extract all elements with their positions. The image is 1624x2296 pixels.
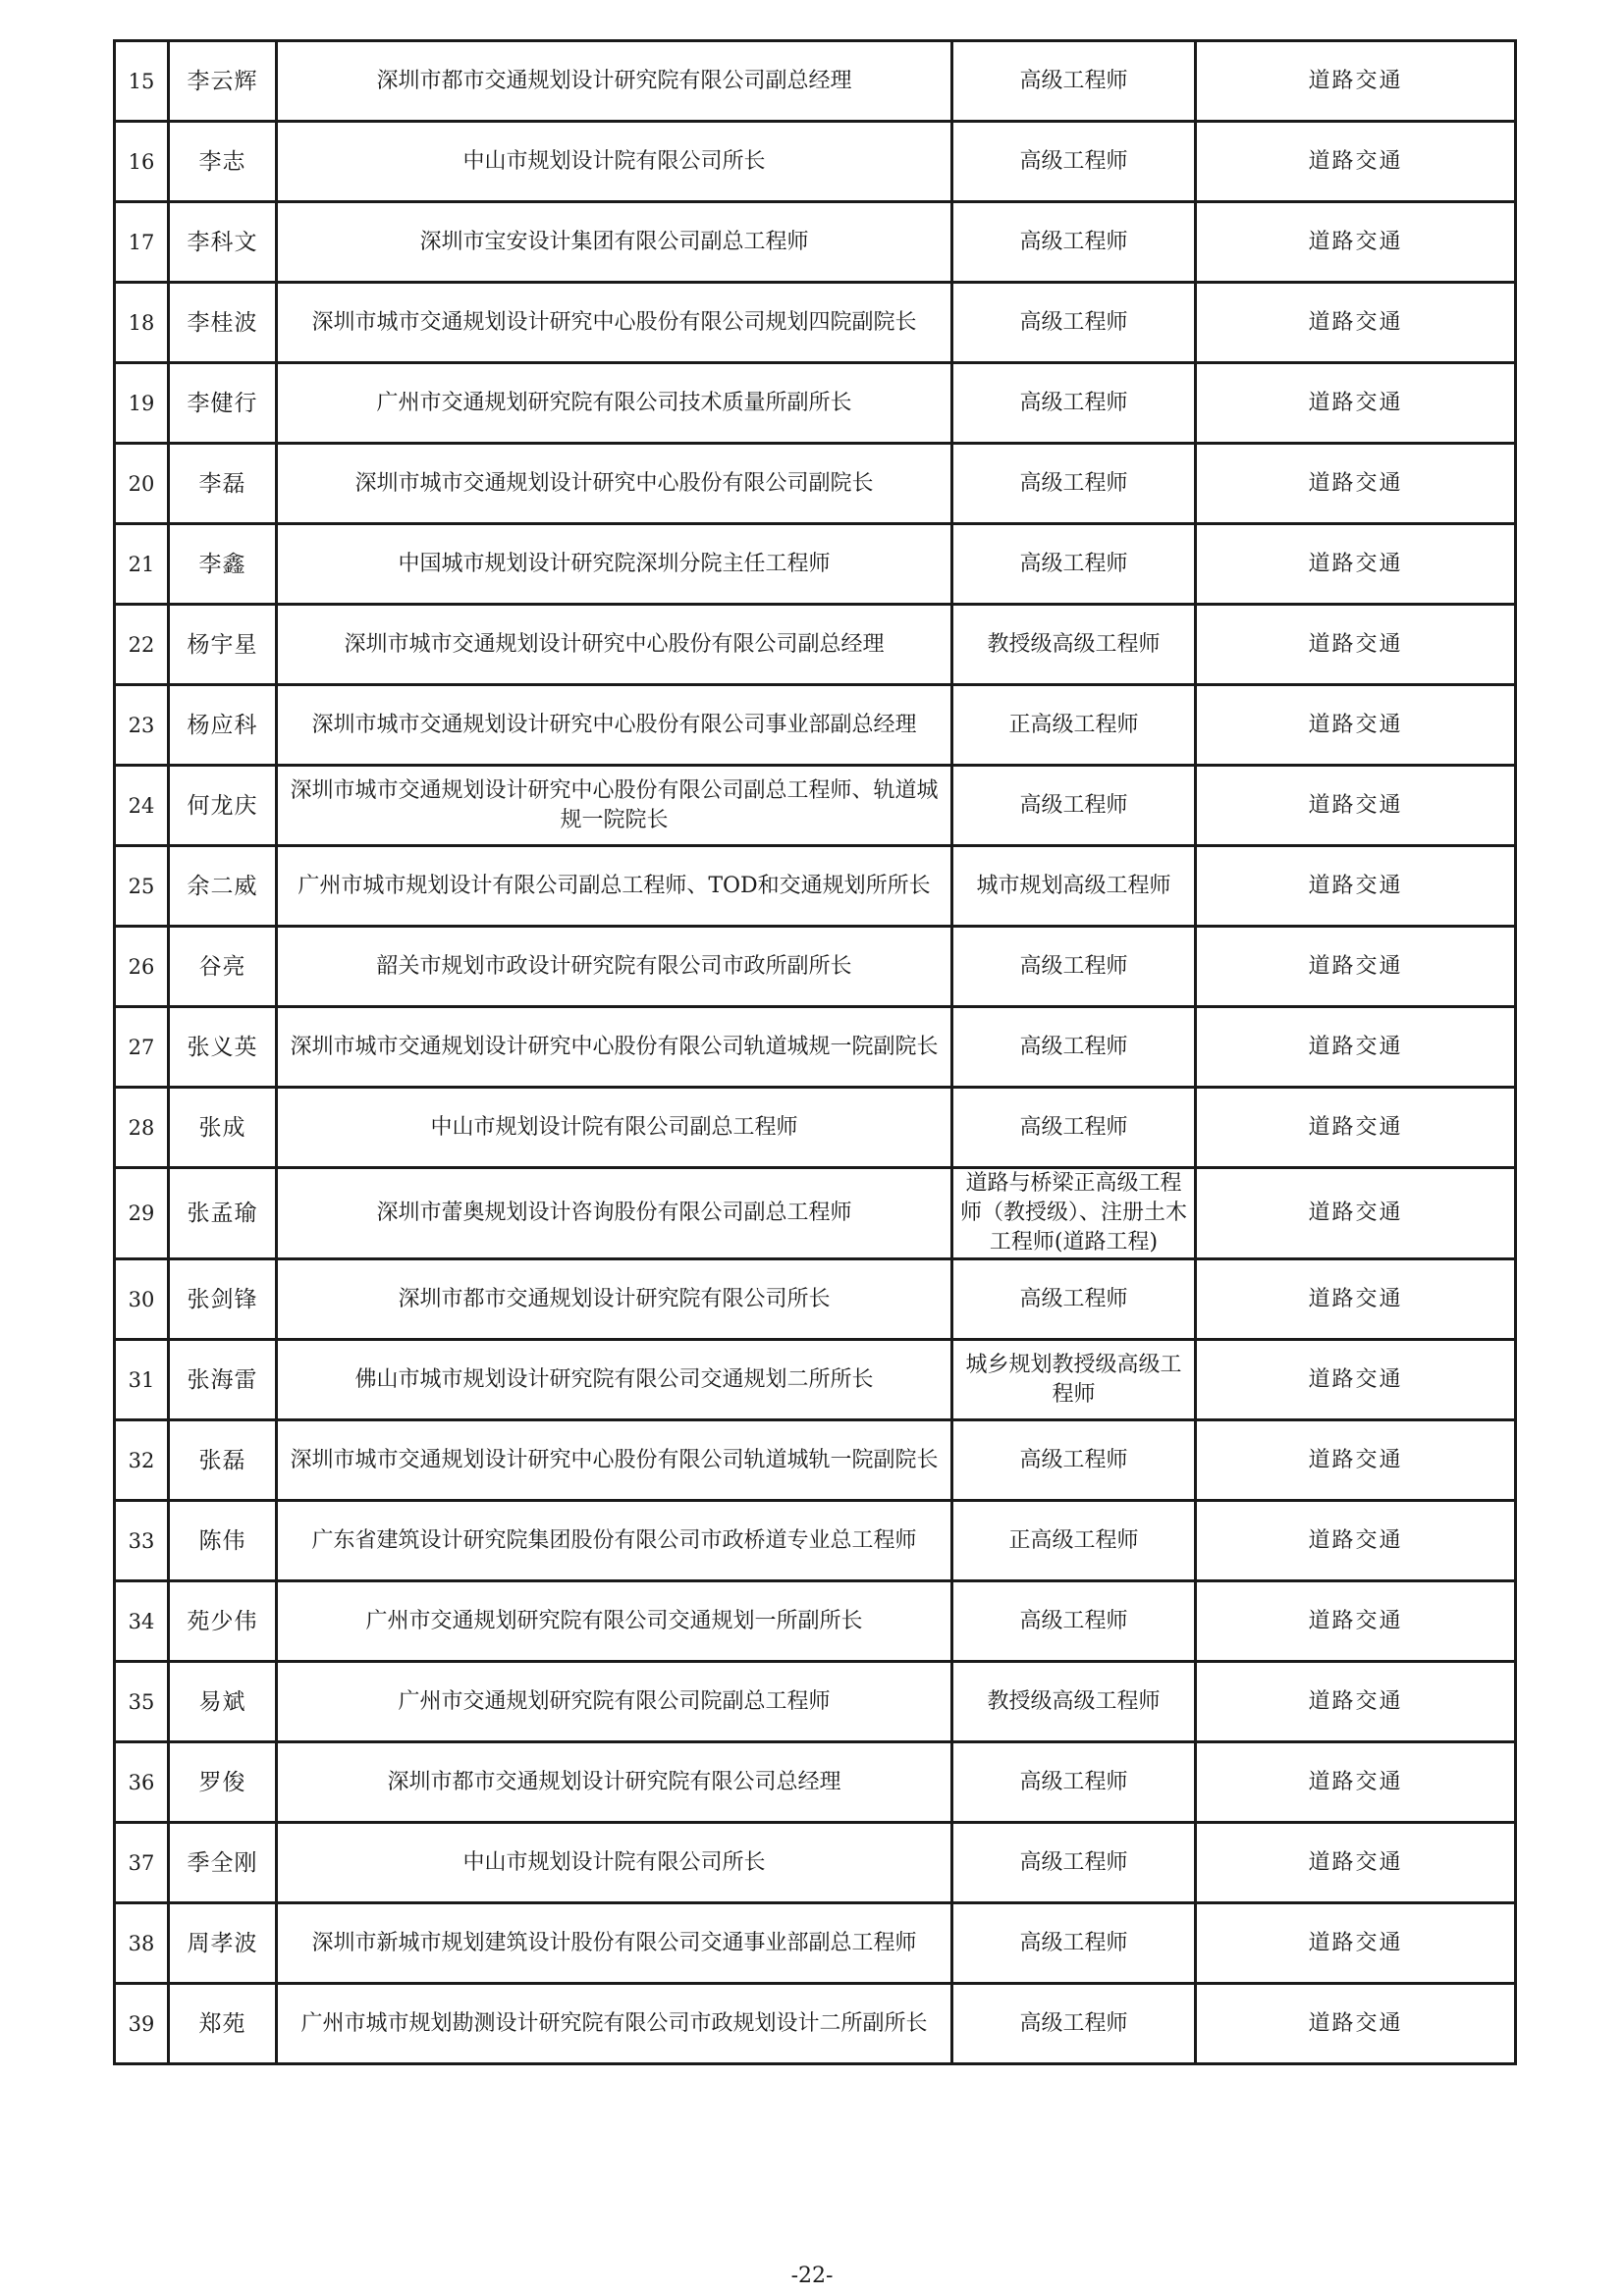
person-name-cell: 谷亮 — [169, 927, 277, 1007]
specialty-field-cell: 道路交通 — [1196, 1501, 1516, 1581]
table-row — [115, 444, 1516, 524]
professional-title-cell: 城乡规划教授级高级工程师 — [952, 1340, 1196, 1420]
row-number-cell: 17 — [115, 202, 169, 283]
person-name-cell: 苑少伟 — [169, 1581, 277, 1662]
professional-title-cell: 高级工程师 — [952, 1088, 1196, 1168]
table-row — [115, 846, 1516, 927]
specialty-field-cell: 道路交通 — [1196, 363, 1516, 444]
professional-title-cell: 高级工程师 — [952, 122, 1196, 202]
row-number-cell: 25 — [115, 846, 169, 927]
organization-position-cell: 中山市规划设计院有限公司所长 — [277, 1823, 952, 1903]
organization-position-cell: 广州市城市规划勘测设计研究院有限公司市政规划设计二所副所长 — [277, 1984, 952, 2064]
organization-position-cell: 深圳市城市交通规划设计研究中心股份有限公司事业部副总经理 — [277, 685, 952, 766]
row-number-cell: 32 — [115, 1420, 169, 1501]
row-number-cell: 38 — [115, 1903, 169, 1984]
organization-position-cell: 深圳市都市交通规划设计研究院有限公司所长 — [277, 1259, 952, 1340]
professional-title-cell: 高级工程师 — [952, 766, 1196, 846]
specialty-field-cell: 道路交通 — [1196, 1662, 1516, 1742]
specialty-field-cell: 道路交通 — [1196, 1742, 1516, 1823]
specialty-field-cell: 道路交通 — [1196, 685, 1516, 766]
professional-title-cell: 正高级工程师 — [952, 1501, 1196, 1581]
table-row — [115, 1823, 1516, 1903]
row-number-cell: 23 — [115, 685, 169, 766]
specialty-field-cell: 道路交通 — [1196, 122, 1516, 202]
row-number-cell: 29 — [115, 1168, 169, 1259]
professional-title-cell: 城市规划高级工程师 — [952, 846, 1196, 927]
person-name-cell: 罗俊 — [169, 1742, 277, 1823]
professional-title-cell: 高级工程师 — [952, 927, 1196, 1007]
organization-position-cell: 广州市交通规划研究院有限公司院副总工程师 — [277, 1662, 952, 1742]
specialty-field-cell: 道路交通 — [1196, 444, 1516, 524]
organization-position-cell: 佛山市城市规划设计研究院有限公司交通规划二所所长 — [277, 1340, 952, 1420]
specialty-field-cell: 道路交通 — [1196, 1420, 1516, 1501]
organization-position-cell: 中山市规划设计院有限公司副总工程师 — [277, 1088, 952, 1168]
person-name-cell: 李健行 — [169, 363, 277, 444]
organization-position-cell: 深圳市城市交通规划设计研究中心股份有限公司规划四院副院长 — [277, 283, 952, 363]
row-number-cell: 39 — [115, 1984, 169, 2064]
person-name-cell: 李志 — [169, 122, 277, 202]
table-row — [115, 202, 1516, 283]
row-number-cell: 31 — [115, 1340, 169, 1420]
table-row — [115, 122, 1516, 202]
row-number-cell: 35 — [115, 1662, 169, 1742]
professional-title-cell: 高级工程师 — [952, 41, 1196, 122]
organization-position-cell: 深圳市都市交通规划设计研究院有限公司副总经理 — [277, 41, 952, 122]
professional-title-cell: 正高级工程师 — [952, 685, 1196, 766]
specialty-field-cell: 道路交通 — [1196, 766, 1516, 846]
person-name-cell: 易斌 — [169, 1662, 277, 1742]
personnel-table — [113, 39, 1517, 2065]
person-name-cell: 杨应科 — [169, 685, 277, 766]
professional-title-cell: 高级工程师 — [952, 1420, 1196, 1501]
table-row — [115, 1742, 1516, 1823]
person-name-cell: 李云辉 — [169, 41, 277, 122]
organization-position-cell: 深圳市新城市规划建筑设计股份有限公司交通事业部副总工程师 — [277, 1903, 952, 1984]
organization-position-cell: 韶关市规划市政设计研究院有限公司市政所副所长 — [277, 927, 952, 1007]
organization-position-cell: 深圳市宝安设计集团有限公司副总工程师 — [277, 202, 952, 283]
person-name-cell: 杨宇星 — [169, 605, 277, 685]
professional-title-cell: 高级工程师 — [952, 1984, 1196, 2064]
row-number-cell: 34 — [115, 1581, 169, 1662]
organization-position-cell: 广州市交通规划研究院有限公司技术质量所副所长 — [277, 363, 952, 444]
row-number-cell: 18 — [115, 283, 169, 363]
table-row — [115, 1420, 1516, 1501]
table-row — [115, 1662, 1516, 1742]
organization-position-cell: 中山市规划设计院有限公司所长 — [277, 122, 952, 202]
person-name-cell: 李鑫 — [169, 524, 277, 605]
row-number-cell: 24 — [115, 766, 169, 846]
row-number-cell: 26 — [115, 927, 169, 1007]
organization-position-cell: 广州市城市规划设计有限公司副总工程师、TOD和交通规划所所长 — [277, 846, 952, 927]
person-name-cell: 周孝波 — [169, 1903, 277, 1984]
professional-title-cell: 高级工程师 — [952, 1581, 1196, 1662]
professional-title-cell: 高级工程师 — [952, 202, 1196, 283]
row-number-cell: 22 — [115, 605, 169, 685]
organization-position-cell: 深圳市城市交通规划设计研究中心股份有限公司副院长 — [277, 444, 952, 524]
specialty-field-cell: 道路交通 — [1196, 605, 1516, 685]
table-row — [115, 524, 1516, 605]
organization-position-cell: 深圳市城市交通规划设计研究中心股份有限公司轨道城规一院副院长 — [277, 1007, 952, 1088]
person-name-cell: 张磊 — [169, 1420, 277, 1501]
specialty-field-cell: 道路交通 — [1196, 1581, 1516, 1662]
specialty-field-cell: 道路交通 — [1196, 1823, 1516, 1903]
table-row — [115, 283, 1516, 363]
professional-title-cell: 道路与桥梁正高级工程师（教授级）、注册土木工程师(道路工程) — [952, 1168, 1196, 1259]
specialty-field-cell: 道路交通 — [1196, 1088, 1516, 1168]
professional-title-cell: 高级工程师 — [952, 1007, 1196, 1088]
professional-title-cell: 高级工程师 — [952, 283, 1196, 363]
specialty-field-cell: 道路交通 — [1196, 1340, 1516, 1420]
person-name-cell: 张剑锋 — [169, 1259, 277, 1340]
professional-title-cell: 高级工程师 — [952, 1742, 1196, 1823]
specialty-field-cell: 道路交通 — [1196, 41, 1516, 122]
person-name-cell: 余二威 — [169, 846, 277, 927]
table-row — [115, 1903, 1516, 1984]
person-name-cell: 张孟瑜 — [169, 1168, 277, 1259]
specialty-field-cell: 道路交通 — [1196, 1007, 1516, 1088]
table-row — [115, 685, 1516, 766]
professional-title-cell: 高级工程师 — [952, 1903, 1196, 1984]
row-number-cell: 28 — [115, 1088, 169, 1168]
person-name-cell: 张义英 — [169, 1007, 277, 1088]
professional-title-cell: 高级工程师 — [952, 363, 1196, 444]
row-number-cell: 16 — [115, 122, 169, 202]
specialty-field-cell: 道路交通 — [1196, 846, 1516, 927]
organization-position-cell: 深圳市城市交通规划设计研究中心股份有限公司副总经理 — [277, 605, 952, 685]
specialty-field-cell: 道路交通 — [1196, 1984, 1516, 2064]
table-row — [115, 41, 1516, 122]
specialty-field-cell: 道路交通 — [1196, 927, 1516, 1007]
table-row — [115, 1581, 1516, 1662]
person-name-cell: 陈伟 — [169, 1501, 277, 1581]
organization-position-cell: 深圳市都市交通规划设计研究院有限公司总经理 — [277, 1742, 952, 1823]
row-number-cell: 21 — [115, 524, 169, 605]
person-name-cell: 李桂波 — [169, 283, 277, 363]
person-name-cell: 李科文 — [169, 202, 277, 283]
organization-position-cell: 中国城市规划设计研究院深圳分院主任工程师 — [277, 524, 952, 605]
organization-position-cell: 深圳市城市交通规划设计研究中心股份有限公司副总工程师、轨道城规一院院长 — [277, 766, 952, 846]
organization-position-cell: 深圳市城市交通规划设计研究中心股份有限公司轨道城轨一院副院长 — [277, 1420, 952, 1501]
row-number-cell: 30 — [115, 1259, 169, 1340]
professional-title-cell: 高级工程师 — [952, 1823, 1196, 1903]
organization-position-cell: 广东省建筑设计研究院集团股份有限公司市政桥道专业总工程师 — [277, 1501, 952, 1581]
row-number-cell: 20 — [115, 444, 169, 524]
specialty-field-cell: 道路交通 — [1196, 283, 1516, 363]
table-row — [115, 1259, 1516, 1340]
professional-title-cell: 教授级高级工程师 — [952, 1662, 1196, 1742]
professional-title-cell: 高级工程师 — [952, 1259, 1196, 1340]
person-name-cell: 张海雷 — [169, 1340, 277, 1420]
specialty-field-cell: 道路交通 — [1196, 524, 1516, 605]
professional-title-cell: 高级工程师 — [952, 524, 1196, 605]
row-number-cell: 37 — [115, 1823, 169, 1903]
table-row — [115, 766, 1516, 846]
row-number-cell: 27 — [115, 1007, 169, 1088]
organization-position-cell: 广州市交通规划研究院有限公司交通规划一所副所长 — [277, 1581, 952, 1662]
page-number: -22- — [790, 2264, 834, 2288]
organization-position-cell: 深圳市蕾奥规划设计咨询股份有限公司副总工程师 — [277, 1168, 952, 1259]
table-row — [115, 1984, 1516, 2064]
person-name-cell: 李磊 — [169, 444, 277, 524]
row-number-cell: 19 — [115, 363, 169, 444]
specialty-field-cell: 道路交通 — [1196, 1168, 1516, 1259]
person-name-cell: 季全刚 — [169, 1823, 277, 1903]
specialty-field-cell: 道路交通 — [1196, 1259, 1516, 1340]
table-row — [115, 1007, 1516, 1088]
table-row — [115, 1168, 1516, 1259]
table-row — [115, 1088, 1516, 1168]
specialty-field-cell: 道路交通 — [1196, 202, 1516, 283]
professional-title-cell: 教授级高级工程师 — [952, 605, 1196, 685]
specialty-field-cell: 道路交通 — [1196, 1903, 1516, 1984]
row-number-cell: 33 — [115, 1501, 169, 1581]
table-row — [115, 605, 1516, 685]
row-number-cell: 15 — [115, 41, 169, 122]
table-row — [115, 1501, 1516, 1581]
professional-title-cell: 高级工程师 — [952, 444, 1196, 524]
person-name-cell: 郑苑 — [169, 1984, 277, 2064]
table-row — [115, 363, 1516, 444]
row-number-cell: 36 — [115, 1742, 169, 1823]
person-name-cell: 张成 — [169, 1088, 277, 1168]
person-name-cell: 何龙庆 — [169, 766, 277, 846]
table-row — [115, 1340, 1516, 1420]
table-row — [115, 927, 1516, 1007]
table-body — [115, 41, 1516, 2064]
